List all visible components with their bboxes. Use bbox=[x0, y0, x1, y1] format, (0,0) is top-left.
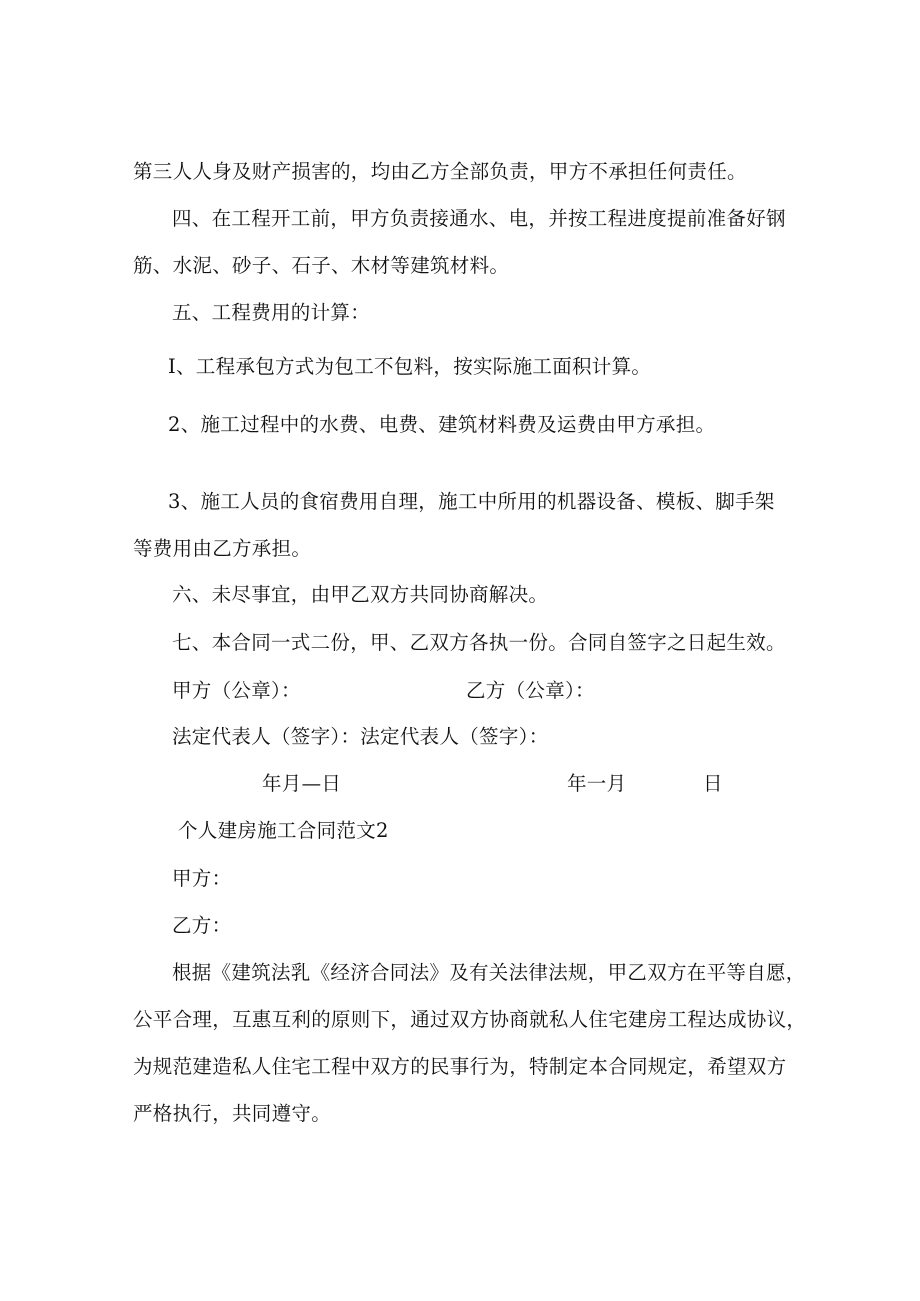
cost-item-2: 2、施工过程中的水费、电费、建筑材料费及运费由甲方承担。 bbox=[168, 413, 716, 436]
cost-item-3-line-2: 等费用由乙方承担。 bbox=[133, 537, 312, 560]
intro-line-3: 为规范建造私人住宅工程中双方的民事行为，特制定本合同规定，希望双方 bbox=[133, 1055, 787, 1078]
section-2-title: 个人建房施工合同范文2 bbox=[178, 819, 389, 842]
clause-6: 六、未尽事宜，由甲乙双方共同协商解决。 bbox=[172, 583, 549, 606]
party-b-seal: 乙方（公章）： bbox=[466, 679, 595, 702]
intro-line-1: 根据《建筑法乳《经济合同法》及有关法律法规，甲乙双方在平等自愿， bbox=[172, 961, 806, 984]
clause-4-line-1: 四、在工程开工前，甲方负责接通水、电，并按工程进度提前准备好钢 bbox=[172, 207, 786, 230]
cost-item-3-line-1: 3、施工人员的食宿费用自理，施工中所用的机器设备、模板、脚手架 bbox=[168, 490, 775, 513]
cost-item-1: I、工程承包方式为包工不包料，按实际施工面积计算。 bbox=[168, 355, 652, 378]
date-left: 年月—日 bbox=[262, 772, 342, 795]
clause-7: 七、本合同一式二份，甲、乙双方各执一份。合同自签字之日起生效。 bbox=[172, 631, 786, 654]
party-a-seal: 甲方（公章）： bbox=[172, 679, 301, 702]
clause-5-heading: 五、工程费用的计算： bbox=[172, 301, 371, 324]
date-right-day: 日 bbox=[703, 772, 723, 795]
intro-line-2: 公平合理，互惠互利的原则下，通过双方协商就私人住宅建房工程达成协议， bbox=[133, 1008, 807, 1031]
party-b-label: 乙方： bbox=[172, 914, 232, 937]
intro-line-4: 严格执行，共同遵守。 bbox=[133, 1102, 332, 1125]
paragraph-liability-end: 第三人人身及财产损害的，均由乙方全部负责，甲方不承担任何责任。 bbox=[133, 160, 747, 183]
party-a-label: 甲方： bbox=[172, 867, 232, 890]
legal-representative-signatures: 法定代表人（签字）：法定代表人（签字）： bbox=[172, 725, 549, 748]
clause-4-line-2: 筋、水泥、砂子、石子、木材等建筑材料。 bbox=[133, 254, 510, 277]
date-right-year-month: 年一月 bbox=[567, 772, 627, 795]
